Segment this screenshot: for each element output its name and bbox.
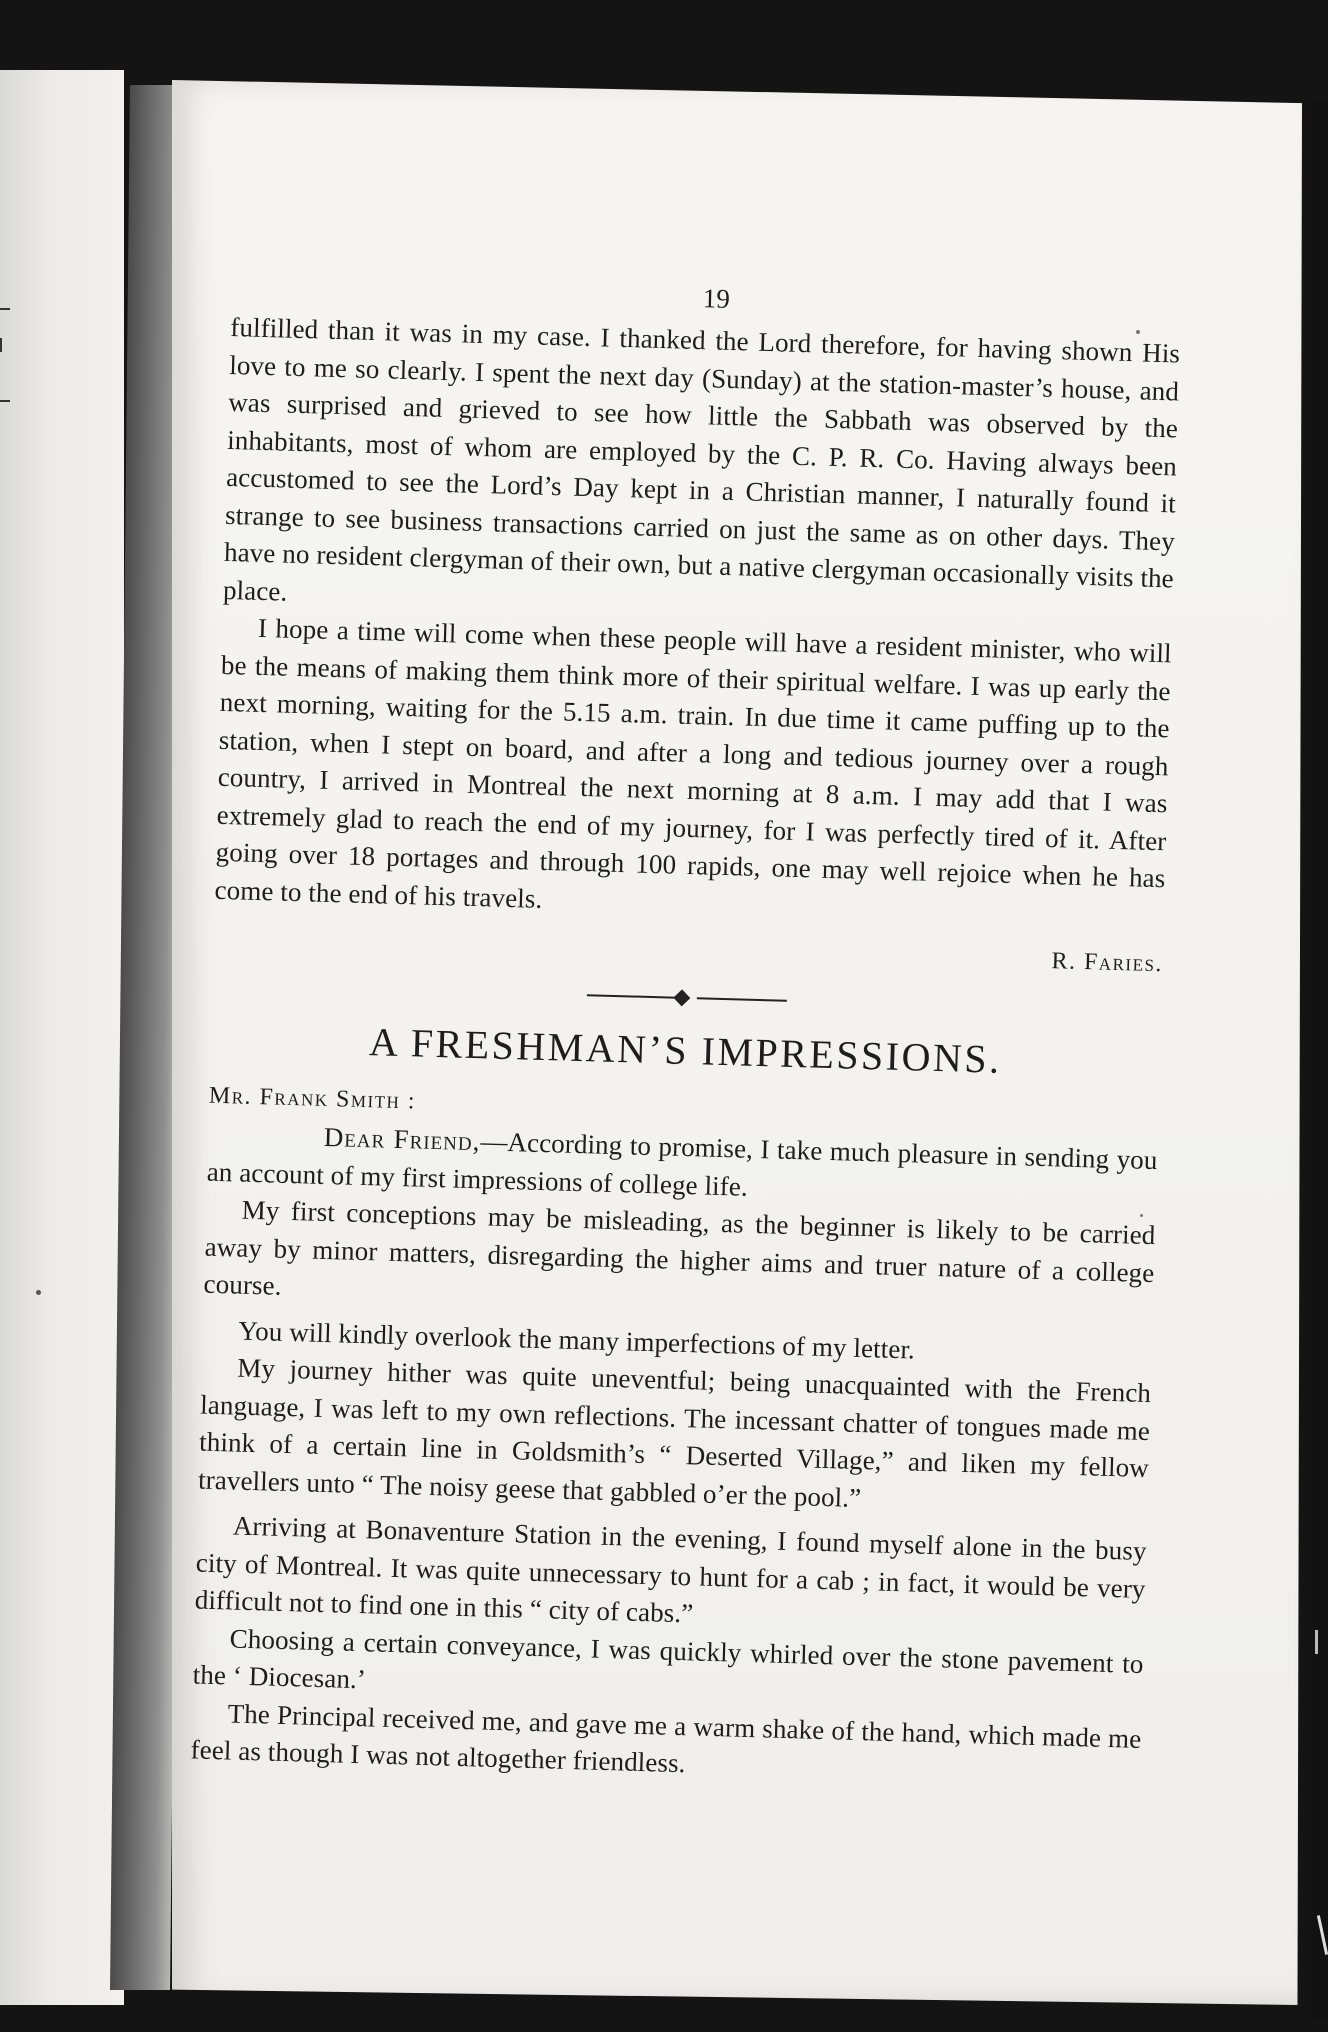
body-paragraph: Choosing a certain conveyance, I was quickly whirled over the stone pavement to the ‘ Diocesan.’	[192, 1622, 1144, 1695]
page-number: 19	[702, 283, 731, 314]
body-paragraph: You will kindly overlook the many imperfections of my letter.	[237, 1315, 916, 1364]
facing-page-edge	[0, 70, 124, 2005]
letter-opening-text: —According to promise, I take much pleasure in sending you an account of my first impressions of college life.	[206, 1126, 1158, 1202]
divider-line	[697, 997, 787, 1002]
body-paragraph: The Principal received me, and gave me a warm shake of the hand, which made me feel as though I was not altogether friendless.	[190, 1697, 1142, 1779]
body-paragraph: fulfilled than it was in my case. I thanked the Lord therefore, for having shown His love to me so clearly. I spent the next day (Sunday) at the station-master’s house, and was surprised and grieved to see how little the Sabbath was observed by the inhabitants, most of whom are employed by the C. P. R. Co. Having always been accustomed to see the Lord’s Day kept in a Christian manner, I naturally found it strange to see business transactions carried on just the same as on other days. They have no resident clergyman of their own, but a native clergyman occasionally visits the place.	[222, 311, 1181, 607]
body-paragraph: Arriving at Bonaventure Station in the evening, I found myself alone in the busy city of Montreal. It was quite unnecessary to hunt for a cab ; in fact, it would be very difficult not to find one in this “ city of cabs.”	[194, 1510, 1148, 1629]
scan-edge-mark	[1315, 1630, 1318, 1654]
body-paragraph: My first conceptions may be misleading, as the beginner is likely to be carried away by minor matters, disregarding the higher aims and truer nature of a college course.	[203, 1194, 1156, 1301]
letter-greeting: Dear Friend,	[323, 1121, 481, 1157]
scan-right-edge	[1306, 100, 1328, 2020]
section-divider-ornament	[587, 988, 787, 1008]
section-title: A FRESHMAN’S IMPRESSIONS.	[368, 1019, 1003, 1082]
divider-diamond	[673, 989, 690, 1006]
facing-page-mark	[0, 338, 2, 352]
body-paragraph: I hope a time will come when these people will have a resident minister, who will be the means of making them think more of their spiritual welfare. I was up early the next morning, waiting for the 5.15 a.m. train. In due time it came puffing up to the station, when I stept on board, and after a long and tedious journey over a rough country, I arrived in Montreal the next morning at 8 a.m. I may add that I was extremely glad to reach the end of my journey, for I was perfectly tired of it. After going over 18 portages and through 100 rapids, one may well rejoice when he has come to the end of his travels.	[214, 612, 1173, 914]
body-paragraph: My journey hither was quite uneventful; being unacquainted with the French language, I was left to my own reflections. The incessant chatter of tongues made me think of a certain line in Goldsmith’s “ Deserted Village,” and liken my fellow travellers unto “ The noisy geese that gabbled o’er the pool.”	[197, 1352, 1152, 1513]
divider-line	[587, 994, 677, 999]
facing-page-speck	[36, 1290, 41, 1295]
author-signature: R. Faries.	[1051, 948, 1164, 978]
facing-page-mark	[0, 308, 10, 310]
letter-salutation: Mr. Frank Smith :	[208, 1082, 417, 1115]
page-content	[190, 270, 1181, 1795]
facing-page-mark	[0, 400, 10, 402]
